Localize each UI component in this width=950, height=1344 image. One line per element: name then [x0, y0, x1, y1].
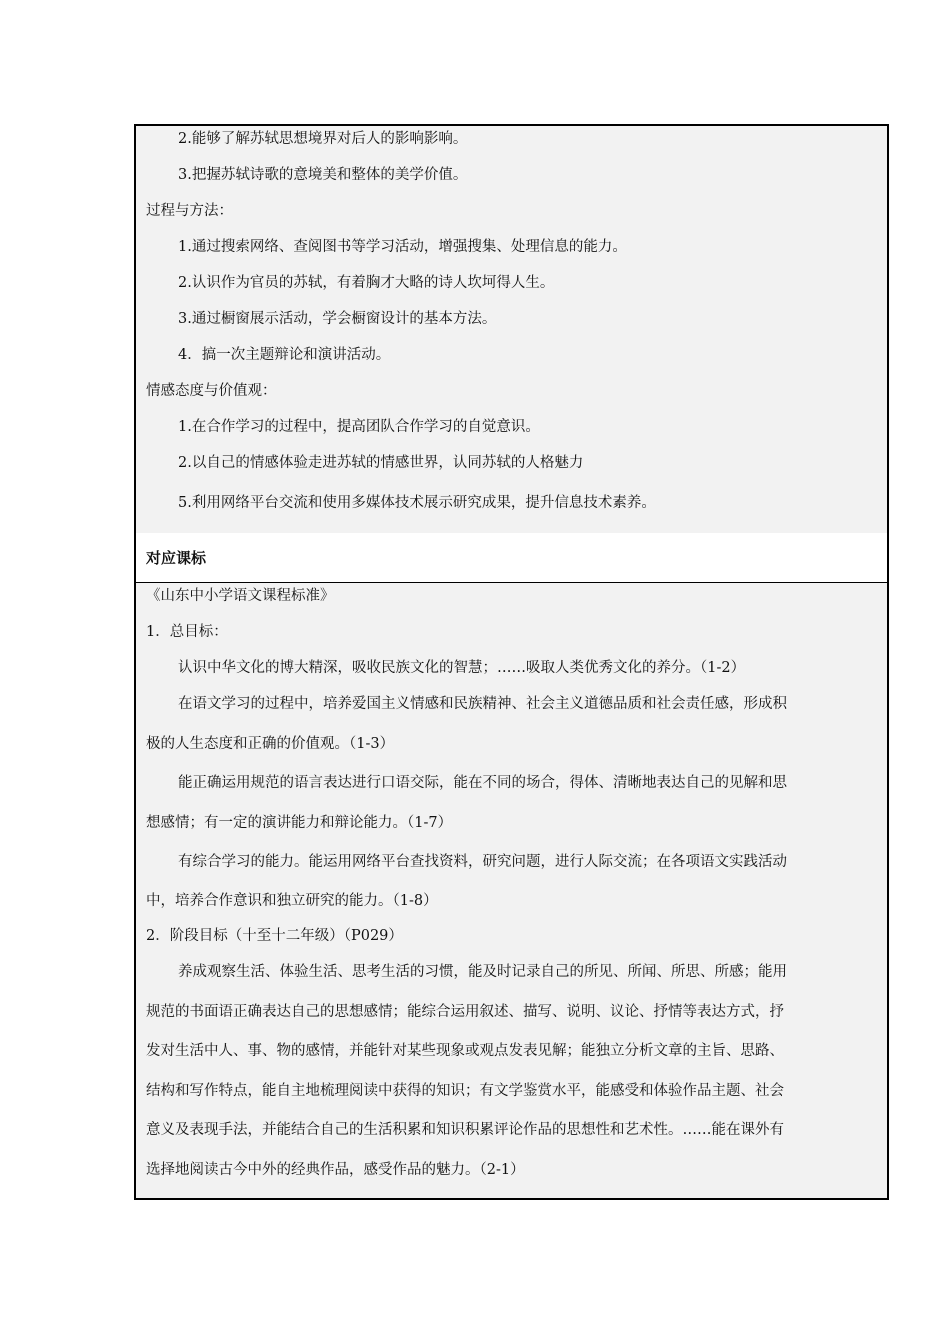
standards-line: 1．总目标： [146, 624, 228, 640]
objectives-cell [136, 126, 887, 534]
standards-line: 意义及表现手法，并能结合自己的生活积累和知识积累评论作品的思想性和艺术性。……能在课外有 [146, 1122, 784, 1138]
standards-line: 选择地阅读古今中外的经典作品，感受作品的魅力。（2-1） [146, 1162, 525, 1178]
standards-header-cell [136, 533, 887, 583]
emotion-line: 5.利用网络平台交流和使用多媒体技术展示研究成果，提升信息技术素养。 [178, 495, 656, 511]
standards-line: 极的人生态度和正确的价值观。（1-3） [146, 736, 395, 752]
content-table [134, 124, 889, 1200]
standards-line: 中，培养合作意识和独立研究的能力。（1-8） [146, 893, 438, 909]
emotion-line: 1.在合作学习的过程中，提高团队合作学习的自觉意识。 [178, 419, 540, 435]
standards-line: 在语文学习的过程中，培养爱国主义情感和民族精神、社会主义道德品质和社会责任感，形成积 [178, 696, 787, 712]
standards-line: 能正确运用规范的语言表达进行口语交际，能在不同的场合，得体、清晰地表达自己的见解和思 [178, 775, 787, 791]
knowledge-line: 2.能够了解苏轼思想境界对后人的影响影响。 [178, 131, 468, 147]
process-title: 过程与方法： [146, 203, 233, 219]
standards-line: 有综合学习的能力。能运用网络平台查找资料，研究问题，进行人际交流；在各项语文实践活动 [178, 854, 787, 870]
standards-line: 规范的书面语正确表达自己的思想感情；能综合运用叙述、描写、说明、议论、抒情等表达方式，抒 [146, 1004, 784, 1020]
standards-line: 2．阶段目标（十至十二年级）（P029） [146, 928, 403, 944]
standards-cell [136, 583, 887, 1198]
standards-line: 认识中华文化的博大精深，吸收民族文化的智慧；……吸取人类优秀文化的养分。（1-2） [178, 660, 746, 676]
standards-line: 结构和写作特点，能自主地梳理阅读中获得的知识；有文学鉴赏水平，能感受和体验作品主题、社会 [146, 1083, 784, 1099]
standards-heading: 对应课标 [146, 549, 207, 567]
process-line: 1.通过搜索网络、查阅图书等学习活动，增强搜集、处理信息的能力。 [178, 239, 627, 255]
standards-line: 养成观察生活、体验生活、思考生活的习惯，能及时记录自己的所见、所闻、所思、所感；能用 [178, 964, 787, 980]
emotion-title: 情感态度与价值观： [146, 383, 277, 399]
standards-line: 发对生活中人、事、物的感情，并能针对某些现象或观点发表见解；能独立分析文章的主旨、思路、 [146, 1043, 784, 1059]
process-line: 4．搞一次主题辩论和演讲活动。 [178, 347, 391, 363]
process-line: 3.通过橱窗展示活动，学会橱窗设计的基本方法。 [178, 311, 497, 327]
emotion-line: 2.以自己的情感体验走进苏轼的情感世界，认同苏轼的人格魅力 [178, 455, 584, 471]
standards-line: 想感情；有一定的演讲能力和辩论能力。（1-7） [146, 815, 453, 831]
standards-line: 《山东中小学语文课程标准》 [146, 588, 335, 604]
process-line: 2.认识作为官员的苏轼，有着胸才大略的诗人坎坷得人生。 [178, 275, 555, 291]
knowledge-line: 3.把握苏轼诗歌的意境美和整体的美学价值。 [178, 167, 468, 183]
